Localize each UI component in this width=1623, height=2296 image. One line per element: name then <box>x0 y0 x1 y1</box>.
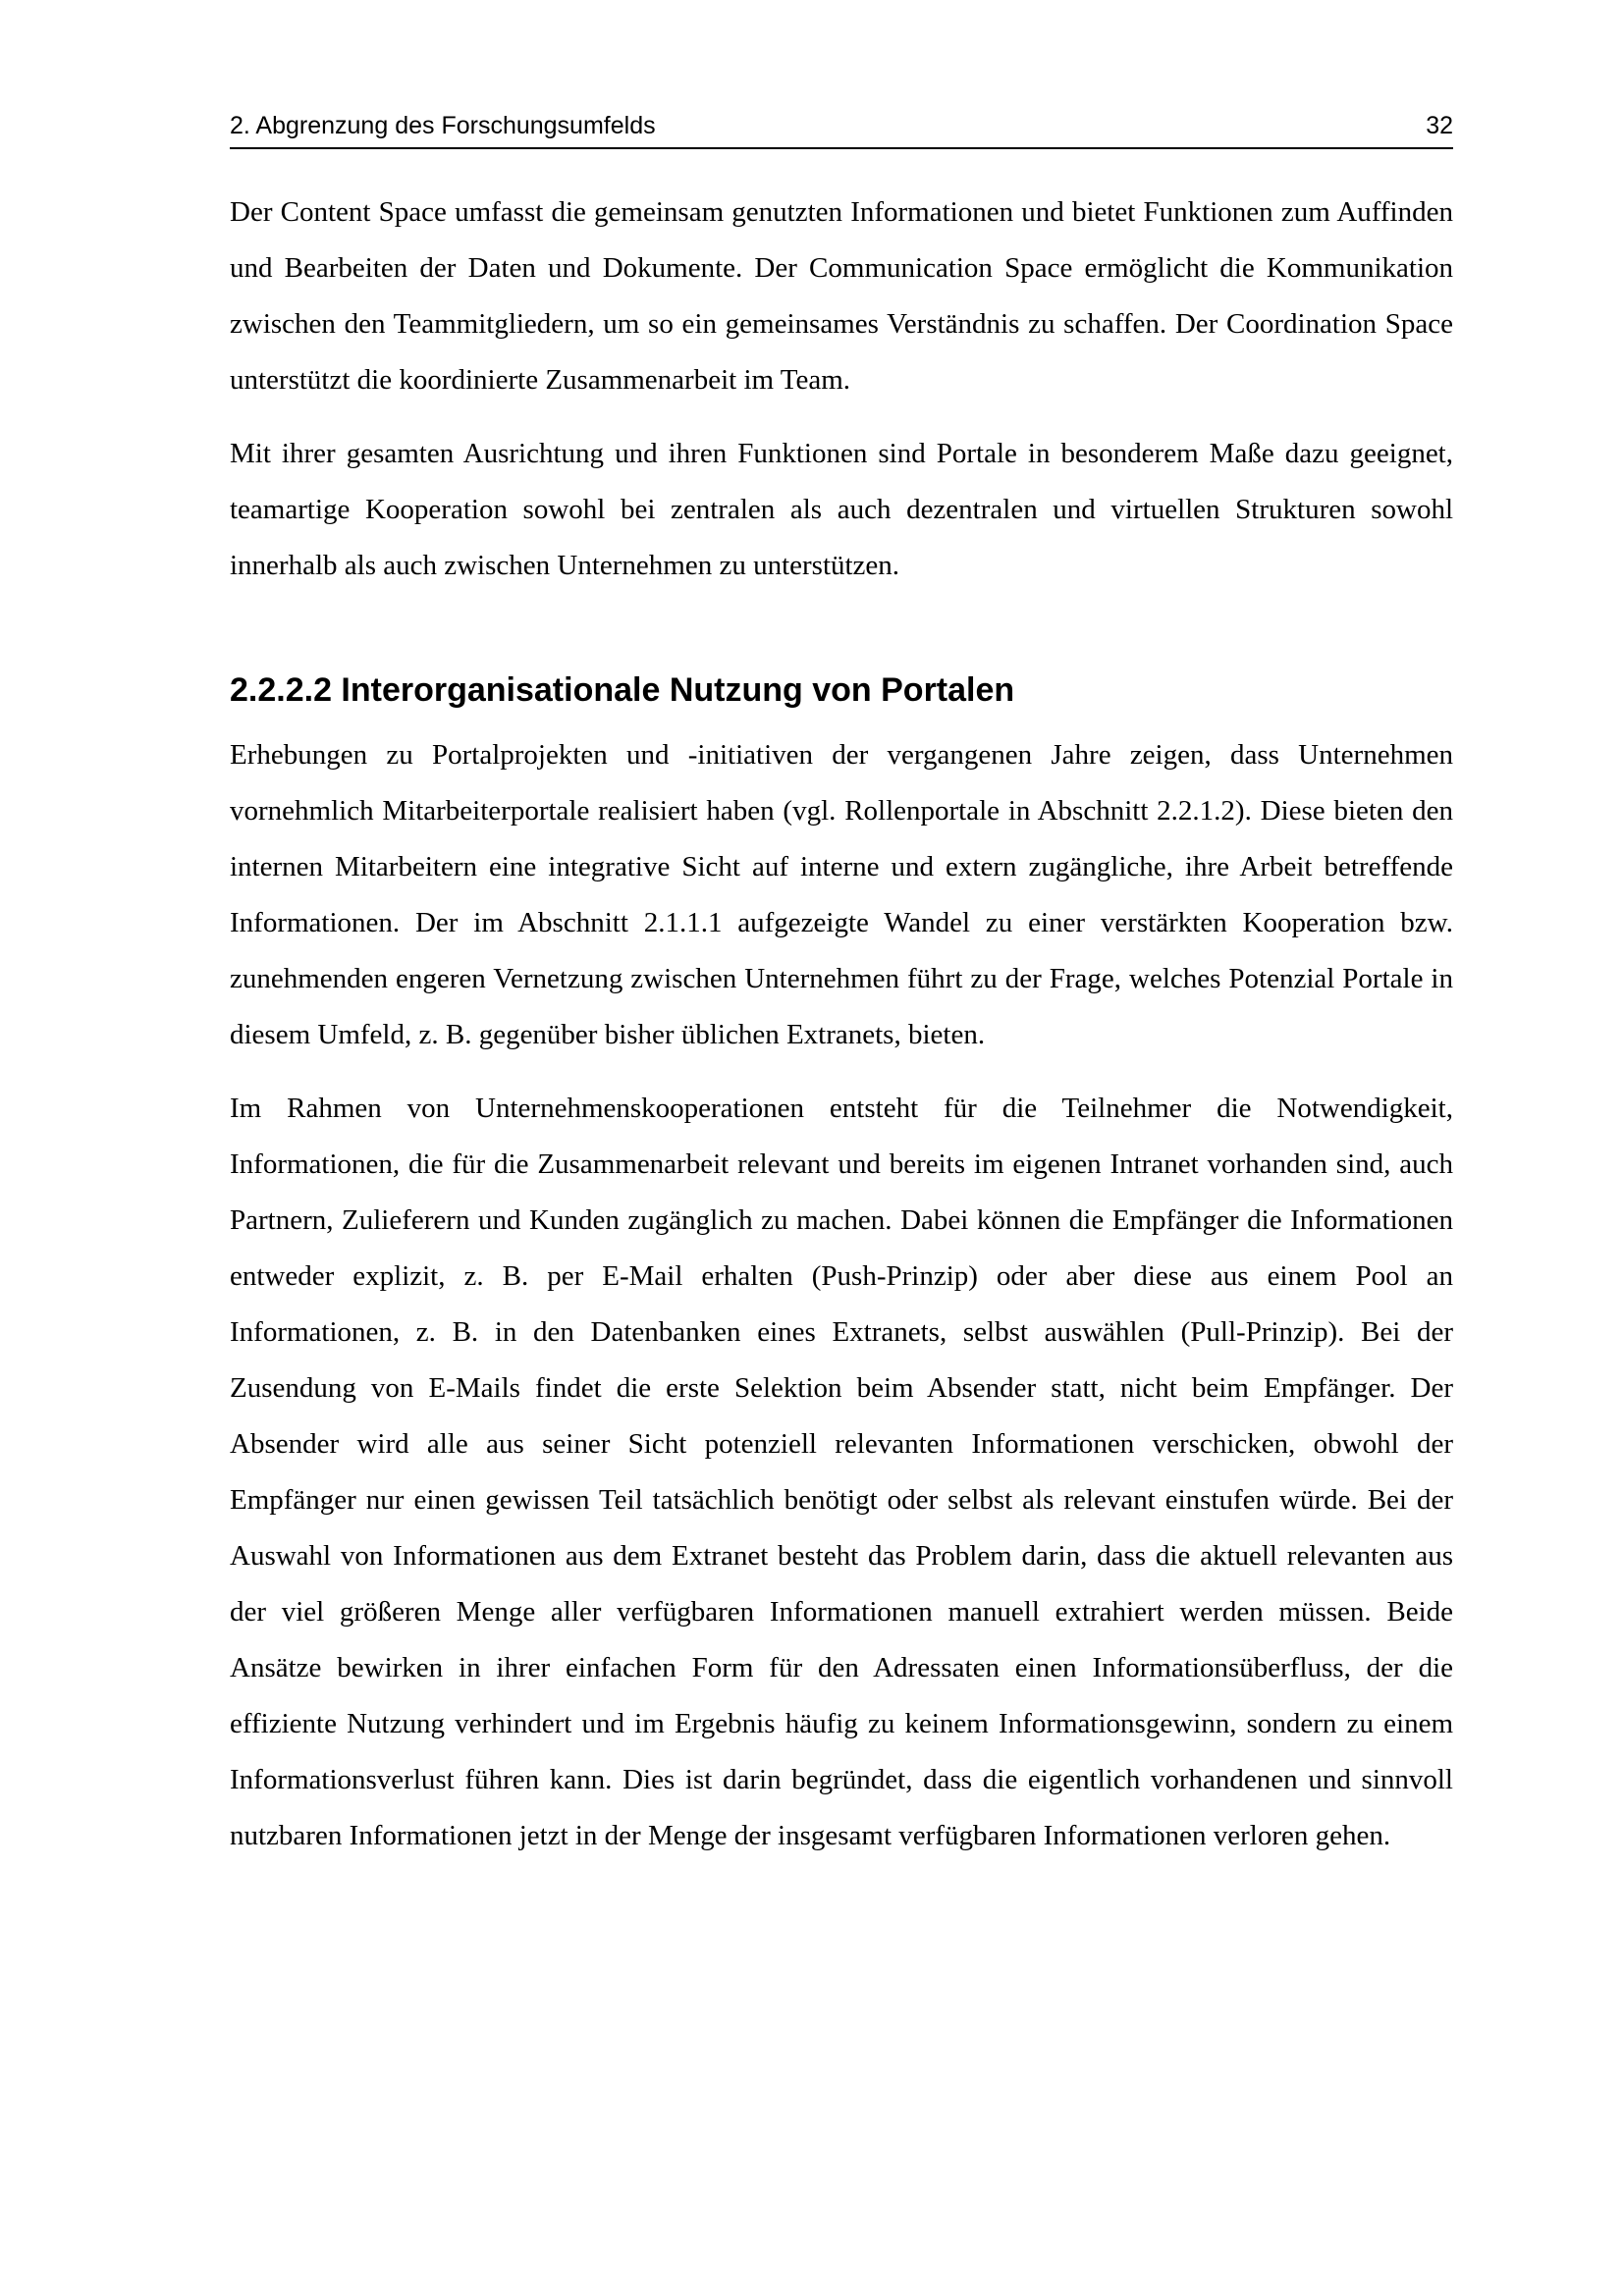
paragraph-enterprise-cooperation: Im Rahmen von Unternehmenskooperationen entsteht für die Teilnehmer die Notwendigkeit, Informationen, die für die Zusammenarbeit relevant und bereits im eigenen Intranet vorhanden sind, auch Partnern, Zulieferern und Kunden zugänglich zu machen. Dabei können die Empfänger die Informationen entweder explizit, z. B. per E-Mail erhalten (Push-Prinzip) oder aber diese aus einem Pool an Informationen, z. B. in den Datenbanken eines Extranets, selbst auswählen (Pull-Prinzip). Bei der Zusendung von E-Mails findet die erste Selektion beim Absender statt, nicht beim Empfänger. Der Absender wird alle aus seiner Sicht potenziell relevanten Informationen verschicken, obwohl der Empfänger nur einen gewissen Teil tatsächlich benötigt oder selbst als relevant einstufen würde. Bei der Auswahl von Informationen aus dem Extranet besteht das Problem darin, dass die aktuell relevanten aus der viel größeren Menge aller verfügbaren Informationen manuell extrahiert werden müssen. Beide Ansätze bewirken in ihrer einfachen Form für den Adressaten einen Informationsüberfluss, der die effiziente Nutzung verhindert und im Ergebnis häufig zu keinem Informationsgewinn, sondern zu einem Informationsverlust führen kann. Dies ist darin begründet, dass die eigentlich vorhandenen und sinnvoll nutzbaren Informationen jetzt in der Menge der insgesamt verfügbaren Informationen verloren gehen. <box>230 1093 1453 1851</box>
page-number: 32 <box>1426 112 1453 139</box>
paragraph-portal-cooperation: Mit ihrer gesamten Ausrichtung und ihren Funktionen sind Portale in besonderem Maße dazu geeignet, teamartige Kooperation sowohl bei zentralen als auch dezentralen und virtuellen Strukturen sowohl innerhalb als auch zwischen Unternehmen zu unterstützen. <box>230 438 1453 581</box>
running-header <box>230 108 1453 149</box>
paragraph-portal-projects: Erhebungen zu Portalprojekten und -initiativen der vergangenen Jahre zeigen, dass Unternehmen vornehmlich Mitarbeiterportale realisiert haben (vgl. Rollenportale in Abschnitt 2.2.1.2). Diese bieten den internen Mitarbeitern eine integrative Sicht auf interne und extern zugängliche, ihre Arbeit betreffende Informationen. Der im Abschnitt 2.1.1.1 aufgezeigte Wandel zu einer verstärkten Kooperation bzw. zunehmenden engeren Vernetzung zwischen Unternehmen führt zu der Frage, welches Potenzial Portale in diesem Umfeld, z. B. gegenüber bisher üblichen Extranets, bieten. <box>230 739 1453 1050</box>
chapter-title: 2. Abgrenzung des Forschungsumfelds <box>230 112 656 139</box>
paragraph-content-space: Der Content Space umfasst die gemeinsam genutzten Informationen und bietet Funktionen zum Auffinden und Bearbeiten der Daten und Dokumente. Der Communication Space ermöglicht die Kommunikation zwischen den Teammitgliedern, um so ein gemeinsames Verständnis zu schaffen. Der Coordination Space unterstützt die koordinierte Zusammenarbeit im Team. <box>230 196 1453 396</box>
section-heading: 2.2.2.2 Interorganisationale Nutzung von Portalen <box>230 671 1015 709</box>
body-text <box>230 185 1453 1864</box>
